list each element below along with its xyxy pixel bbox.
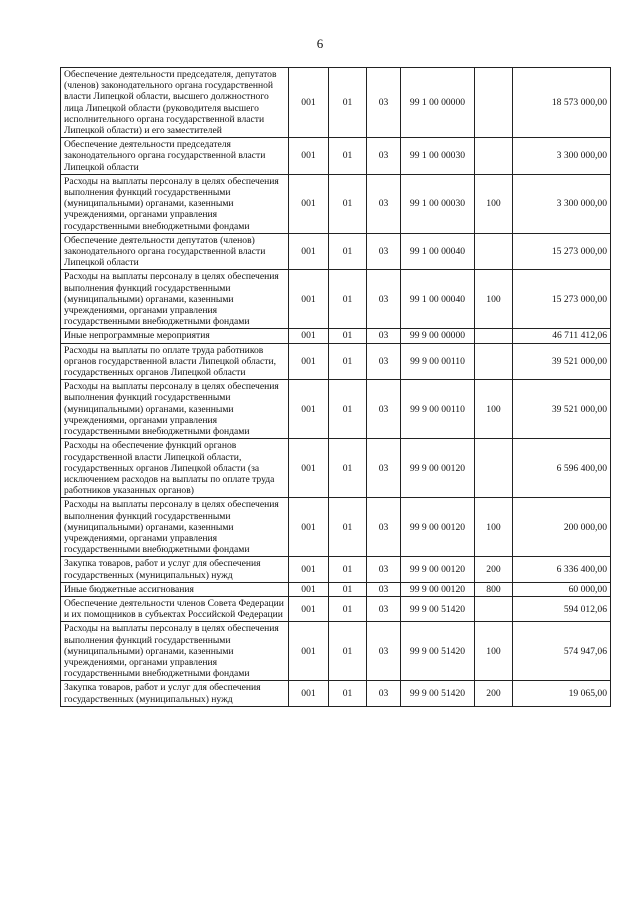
target-article-cell: 99 9 00 00120	[401, 439, 475, 498]
chapter-code-cell: 001	[289, 557, 329, 582]
section-code-cell: 01	[329, 582, 367, 596]
table-row	[61, 343, 611, 380]
subsection-code-cell: 03	[367, 498, 401, 557]
subsection-code-cell: 03	[367, 596, 401, 621]
subsection-code-cell: 03	[367, 557, 401, 582]
section-code-cell: 01	[329, 329, 367, 343]
table-row	[61, 174, 611, 233]
chapter-code-cell: 001	[289, 380, 329, 439]
table-row	[61, 270, 611, 329]
expense-type-cell: 800	[475, 582, 513, 596]
subsection-code-cell: 03	[367, 343, 401, 380]
expense-name-cell: Расходы на обеспечение функций органов государственной власти Липецкой области, государственных органов Липецкой области (за исключением расходов на выплаты по оплате труда работников указанных органов)	[61, 439, 289, 498]
expense-name-cell: Закупка товаров, работ и услуг для обеспечения государственных (муниципальных) нужд	[61, 681, 289, 706]
expense-type-cell: 200	[475, 681, 513, 706]
chapter-code-cell: 001	[289, 582, 329, 596]
budget-table-body	[61, 68, 611, 707]
amount-cell: 60 000,00	[513, 582, 611, 596]
section-code-cell: 01	[329, 68, 367, 138]
expense-type-cell	[475, 68, 513, 138]
amount-cell: 3 300 000,00	[513, 174, 611, 233]
expense-type-cell	[475, 329, 513, 343]
expense-type-cell: 100	[475, 174, 513, 233]
expense-name-cell: Иные непрограммные мероприятия	[61, 329, 289, 343]
subsection-code-cell: 03	[367, 681, 401, 706]
target-article-cell: 99 9 00 00110	[401, 380, 475, 439]
amount-cell: 15 273 000,00	[513, 270, 611, 329]
target-article-cell: 99 9 00 51420	[401, 622, 475, 681]
expense-name-cell: Обеспечение деятельности председателя, депутатов (членов) законодательного органа государственной власти Липецкой области, высшего должностного лица Липецкой области (руководителя высшего исполнительного органа государственной власти Липецкой области) и его заместителей	[61, 68, 289, 138]
expense-type-cell	[475, 439, 513, 498]
amount-cell: 18 573 000,00	[513, 68, 611, 138]
table-row	[61, 681, 611, 706]
table-row	[61, 380, 611, 439]
expense-name-cell: Расходы на выплаты персоналу в целях обеспечения выполнения функций государственными (муниципальными) органами, казенными учреждениями, органами управления государственными внебюджетными фондами	[61, 174, 289, 233]
target-article-cell: 99 9 00 51420	[401, 681, 475, 706]
chapter-code-cell: 001	[289, 622, 329, 681]
subsection-code-cell: 03	[367, 68, 401, 138]
table-row	[61, 622, 611, 681]
subsection-code-cell: 03	[367, 582, 401, 596]
expense-type-cell	[475, 138, 513, 175]
subsection-code-cell: 03	[367, 270, 401, 329]
expense-type-cell	[475, 596, 513, 621]
section-code-cell: 01	[329, 557, 367, 582]
expense-type-cell: 100	[475, 498, 513, 557]
subsection-code-cell: 03	[367, 329, 401, 343]
chapter-code-cell: 001	[289, 498, 329, 557]
expense-name-cell: Расходы на выплаты персоналу в целях обеспечения выполнения функций государственными (муниципальными) органами, казенными учреждениями, органами управления государственными внебюджетными фондами	[61, 380, 289, 439]
expense-name-cell: Обеспечение деятельности членов Совета Федерации и их помощников в субъектах Российской Федерации	[61, 596, 289, 621]
expense-type-cell	[475, 233, 513, 270]
expense-name-cell: Расходы на выплаты персоналу в целях обеспечения выполнения функций государственными (муниципальными) органами, казенными учреждениями, органами управления государственными внебюджетными фондами	[61, 622, 289, 681]
chapter-code-cell: 001	[289, 270, 329, 329]
amount-cell: 39 521 000,00	[513, 343, 611, 380]
subsection-code-cell: 03	[367, 622, 401, 681]
expense-type-cell	[475, 343, 513, 380]
amount-cell: 594 012,06	[513, 596, 611, 621]
chapter-code-cell: 001	[289, 596, 329, 621]
expense-name-cell: Иные бюджетные ассигнования	[61, 582, 289, 596]
page-number: 6	[316, 36, 324, 51]
budget-table	[60, 67, 611, 707]
amount-cell: 574 947,06	[513, 622, 611, 681]
expense-type-cell: 200	[475, 557, 513, 582]
section-code-cell: 01	[329, 681, 367, 706]
table-row	[61, 439, 611, 498]
subsection-code-cell: 03	[367, 138, 401, 175]
table-row	[61, 582, 611, 596]
subsection-code-cell: 03	[367, 439, 401, 498]
target-article-cell: 99 1 00 00000	[401, 68, 475, 138]
amount-cell: 46 711 412,06	[513, 329, 611, 343]
chapter-code-cell: 001	[289, 68, 329, 138]
chapter-code-cell: 001	[289, 138, 329, 175]
amount-cell: 6 336 400,00	[513, 557, 611, 582]
amount-cell: 3 300 000,00	[513, 138, 611, 175]
amount-cell: 6 596 400,00	[513, 439, 611, 498]
subsection-code-cell: 03	[367, 233, 401, 270]
target-article-cell: 99 9 00 00120	[401, 557, 475, 582]
section-code-cell: 01	[329, 138, 367, 175]
expense-type-cell: 100	[475, 380, 513, 439]
table-row	[61, 138, 611, 175]
expense-name-cell: Расходы на выплаты по оплате труда работников органов государственной власти Липецкой области, государственных органов Липецкой области	[61, 343, 289, 380]
expense-name-cell: Обеспечение деятельности председателя законодательного органа государственной власти Липецкой области	[61, 138, 289, 175]
expense-name-cell: Расходы на выплаты персоналу в целях обеспечения выполнения функций государственными (муниципальными) органами, казенными учреждениями, органами управления государственными внебюджетными фондами	[61, 270, 289, 329]
section-code-cell: 01	[329, 270, 367, 329]
target-article-cell: 99 9 00 00110	[401, 343, 475, 380]
section-code-cell: 01	[329, 343, 367, 380]
target-article-cell: 99 9 00 51420	[401, 596, 475, 621]
section-code-cell: 01	[329, 439, 367, 498]
target-article-cell: 99 9 00 00120	[401, 498, 475, 557]
section-code-cell: 01	[329, 622, 367, 681]
table-row	[61, 68, 611, 138]
table-row	[61, 233, 611, 270]
target-article-cell: 99 1 00 00030	[401, 174, 475, 233]
section-code-cell: 01	[329, 174, 367, 233]
expense-type-cell: 100	[475, 622, 513, 681]
section-code-cell: 01	[329, 380, 367, 439]
chapter-code-cell: 001	[289, 233, 329, 270]
expense-name-cell: Расходы на выплаты персоналу в целях обеспечения выполнения функций государственными (муниципальными) органами, казенными учреждениями, органами управления государственными внебюджетными фондами	[61, 498, 289, 557]
subsection-code-cell: 03	[367, 380, 401, 439]
target-article-cell: 99 1 00 00030	[401, 138, 475, 175]
chapter-code-cell: 001	[289, 439, 329, 498]
section-code-cell: 01	[329, 233, 367, 270]
section-code-cell: 01	[329, 596, 367, 621]
target-article-cell: 99 9 00 00120	[401, 582, 475, 596]
target-article-cell: 99 1 00 00040	[401, 270, 475, 329]
expense-name-cell: Закупка товаров, работ и услуг для обеспечения государственных (муниципальных) нужд	[61, 557, 289, 582]
chapter-code-cell: 001	[289, 343, 329, 380]
expense-type-cell: 100	[475, 270, 513, 329]
table-row	[61, 329, 611, 343]
target-article-cell: 99 9 00 00000	[401, 329, 475, 343]
expense-name-cell: Обеспечение деятельности депутатов (членов) законодательного органа государственной власти Липецкой области	[61, 233, 289, 270]
section-code-cell: 01	[329, 498, 367, 557]
amount-cell: 200 000,00	[513, 498, 611, 557]
table-row	[61, 498, 611, 557]
amount-cell: 19 065,00	[513, 681, 611, 706]
table-row	[61, 596, 611, 621]
chapter-code-cell: 001	[289, 681, 329, 706]
target-article-cell: 99 1 00 00040	[401, 233, 475, 270]
subsection-code-cell: 03	[367, 174, 401, 233]
table-row	[61, 557, 611, 582]
chapter-code-cell: 001	[289, 329, 329, 343]
chapter-code-cell: 001	[289, 174, 329, 233]
amount-cell: 39 521 000,00	[513, 380, 611, 439]
amount-cell: 15 273 000,00	[513, 233, 611, 270]
